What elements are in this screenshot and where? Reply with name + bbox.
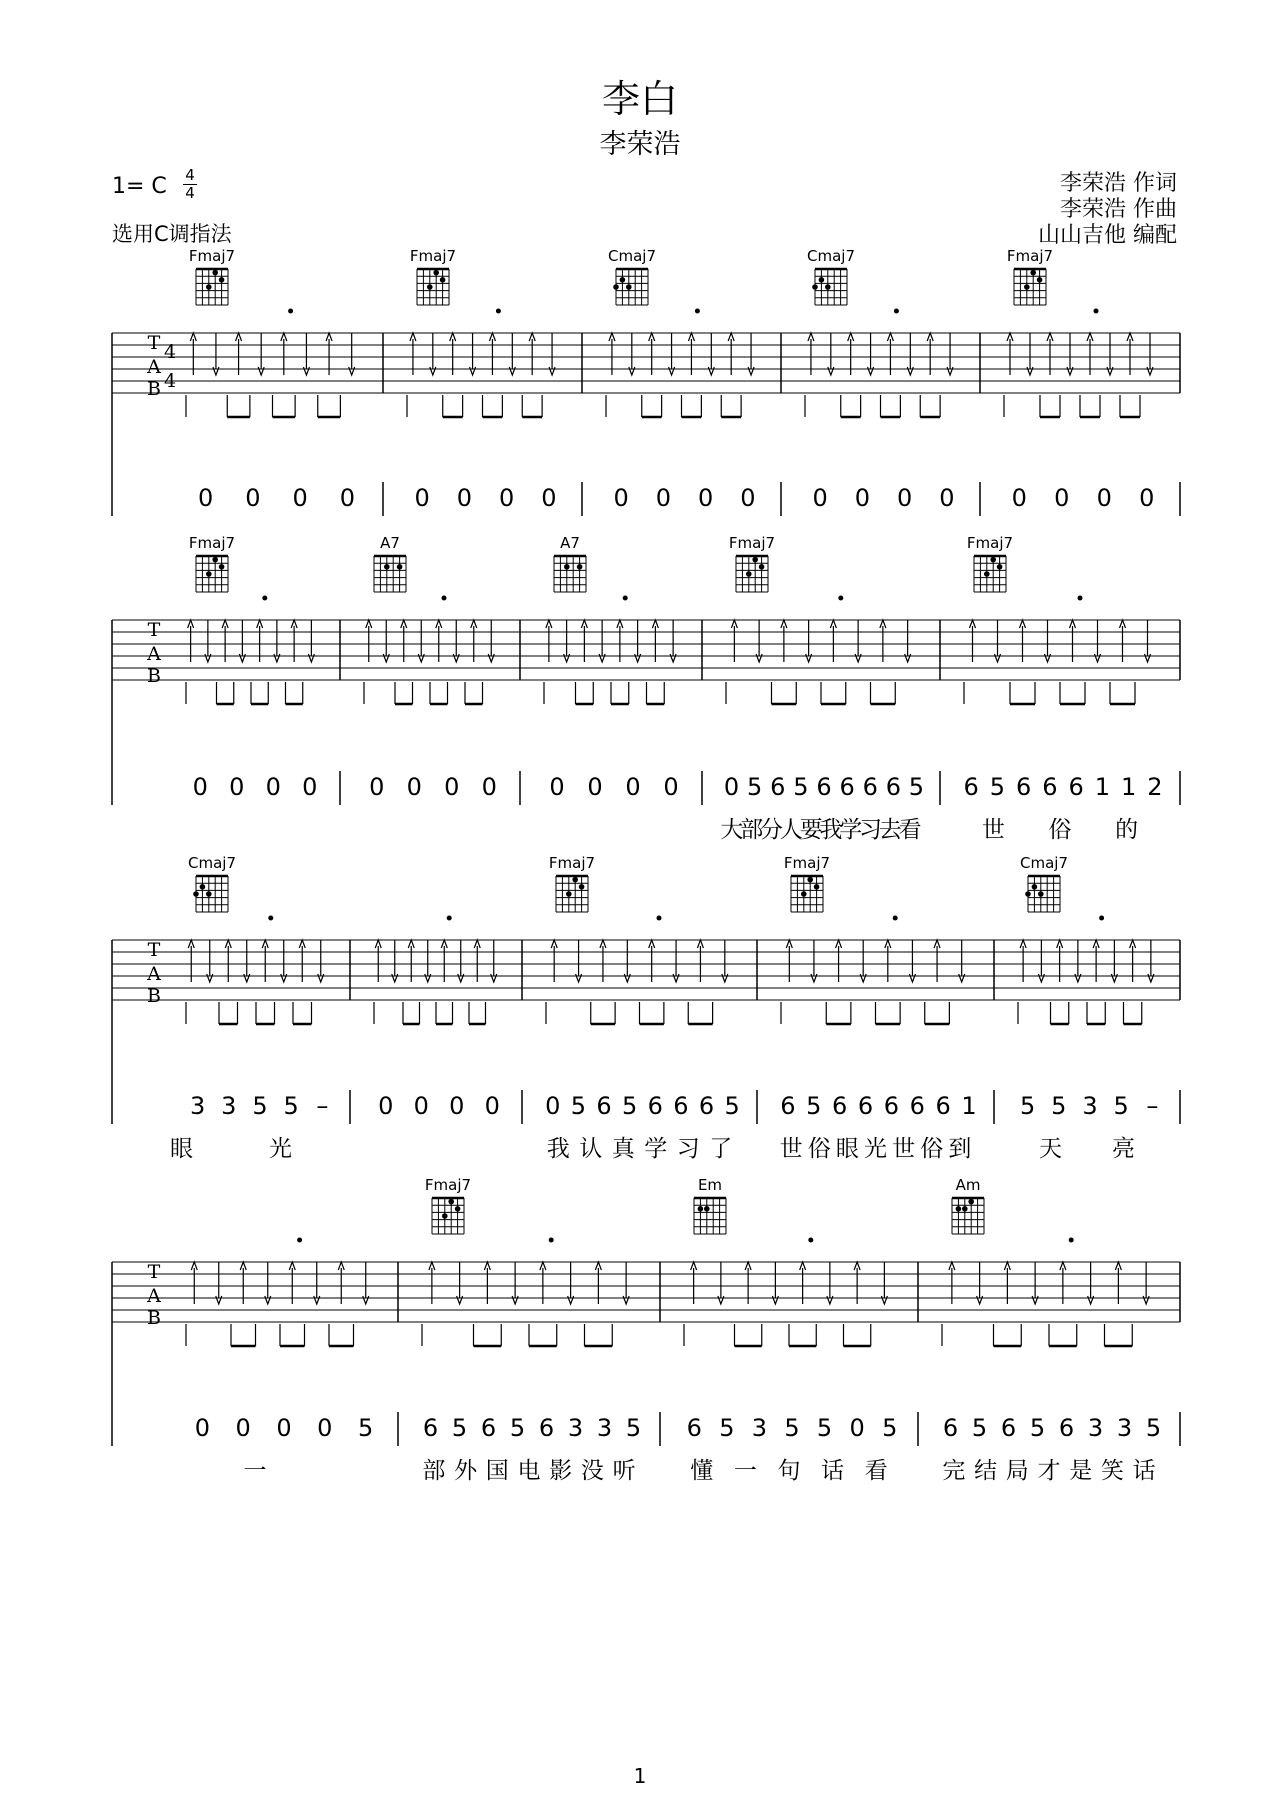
lyric-char: 真 — [611, 1136, 635, 1162]
jianpu-note: 0 — [192, 773, 208, 801]
jianpu-note: 0 — [197, 484, 214, 512]
jianpu-note: 6 — [673, 1092, 689, 1120]
jianpu-note: 0 — [854, 484, 871, 512]
lyric-char: 才 — [1037, 1458, 1061, 1484]
chord-name: Fmaj7 — [728, 534, 776, 552]
lyric-char: 俗 — [1048, 817, 1072, 843]
jianpu-note: 5 — [451, 1414, 468, 1442]
lyric-char: 俗 — [920, 1136, 944, 1162]
lyric-char: 学 — [839, 817, 863, 843]
finger-dot — [455, 1206, 461, 1212]
time-signature-top: 4 — [185, 166, 195, 184]
lyric-char: 眼 — [170, 1136, 193, 1162]
jianpu-note: 6 — [942, 1414, 959, 1442]
lyric-char: 句 — [777, 1458, 801, 1484]
jianpu-note: 0 — [613, 484, 629, 512]
jianpu-note: 5 — [357, 1414, 374, 1442]
finger-dot — [442, 1213, 448, 1219]
lyric-char: 是 — [1069, 1458, 1093, 1484]
measure — [374, 916, 522, 1125]
lyric-char: 部 — [422, 1458, 446, 1484]
finger-dot — [212, 557, 218, 563]
lyric-char: 笑 — [1100, 1458, 1124, 1484]
finger-dot — [206, 891, 212, 897]
staff-system-4 — [112, 1176, 1180, 1484]
jianpu-note: 0 — [625, 773, 641, 801]
jianpu-note: 6 — [538, 1414, 555, 1442]
chord-name: Fmaj7 — [424, 1176, 472, 1194]
tab-clef-a: A — [147, 1285, 161, 1307]
jianpu-note: 0 — [413, 1092, 429, 1120]
measure — [364, 534, 520, 805]
jianpu-note: 0 — [265, 773, 281, 801]
lyric-char: 大 — [720, 817, 744, 843]
jianpu-note: 6 — [885, 773, 901, 801]
jianpu-note: 0 — [1054, 484, 1070, 512]
jianpu-note: 6 — [770, 773, 786, 801]
jianpu-note: 0 — [378, 1092, 394, 1120]
jianpu-note: 5 — [625, 1414, 642, 1442]
jianpu-note: 5 — [1145, 1414, 1162, 1442]
beat-dot — [1094, 309, 1099, 314]
jianpu-note: 3 — [1087, 1414, 1104, 1442]
jianpu-note: 6 — [480, 1414, 497, 1442]
finger-dot — [704, 1206, 710, 1212]
lyric-char: 国 — [485, 1458, 509, 1484]
finger-dot — [206, 571, 212, 577]
jianpu-note: 0 — [414, 484, 430, 512]
jianpu-note: 0 — [339, 484, 356, 512]
chord-diagram — [432, 1198, 464, 1234]
beat-dot — [549, 1238, 554, 1243]
lyric-char: 到 — [948, 1136, 972, 1162]
jianpu-note: 5 — [252, 1092, 268, 1120]
finger-dot — [219, 277, 225, 283]
chord-diagram — [417, 269, 449, 305]
jianpu-note: 6 — [832, 1092, 848, 1120]
jianpu-note: 5 — [1019, 1092, 1036, 1120]
lyric-char: 习 — [676, 1136, 700, 1162]
jianpu-note: 0 — [498, 484, 515, 512]
lyric-char: 我 — [546, 1136, 570, 1162]
finger-dot — [613, 284, 619, 290]
jianpu-note: 0 — [1096, 484, 1112, 512]
jianpu-note: 0 — [723, 773, 740, 801]
lyric-char: 习 — [859, 817, 882, 843]
lyric-char: 世 — [981, 817, 1005, 843]
key-signature: 1= C — [112, 174, 167, 199]
beat-dot — [1078, 596, 1083, 601]
measure — [545, 854, 757, 1162]
chord-diagram — [556, 876, 588, 912]
tab-clef-a: A — [147, 356, 161, 378]
tab-clef-a: A — [147, 643, 161, 665]
lyric-char: 局 — [1005, 1458, 1029, 1484]
lyric-char: 一 — [733, 1458, 757, 1484]
lyric-char: 外 — [454, 1458, 478, 1484]
chord-name: Cmaj7 — [188, 854, 236, 872]
jianpu-note: 6 — [1058, 1414, 1075, 1442]
finger-dot — [984, 571, 990, 577]
chord-diagram — [196, 556, 228, 592]
jianpu-note: 3 — [751, 1414, 768, 1442]
finger-dot — [997, 564, 1003, 570]
tab-clef-a: A — [147, 963, 161, 985]
chord-diagram — [193, 876, 228, 912]
chord-name: Fmaj7 — [188, 534, 236, 552]
lyric-char: 懂 — [690, 1458, 714, 1484]
finger-dot — [825, 284, 831, 290]
lyric-char: 看 — [898, 817, 922, 843]
beat-dot — [695, 309, 700, 314]
measure — [780, 854, 994, 1162]
chord-name: Fmaj7 — [1006, 247, 1054, 265]
chord-name: Fmaj7 — [548, 854, 596, 872]
jianpu-note: – — [316, 1092, 329, 1120]
beat-dot — [893, 916, 898, 921]
lyric-char: 俗 — [807, 1136, 831, 1162]
jianpu-note: 3 — [567, 1414, 584, 1442]
jianpu-note: 3 — [596, 1414, 613, 1442]
jianpu-note: 0 — [229, 773, 245, 801]
jianpu-note: 0 — [541, 484, 557, 512]
finger-dot — [579, 884, 585, 890]
finger-dot — [819, 277, 825, 283]
jianpu-note: 3 — [189, 1092, 206, 1120]
chord-name: A7 — [560, 534, 580, 552]
lyric-char: 亮 — [1112, 1136, 1135, 1162]
jianpu-note: 0 — [740, 484, 756, 512]
tab-clef-t: T — [147, 332, 161, 354]
lyric-char: 去 — [878, 817, 902, 843]
finger-dot — [752, 557, 758, 563]
chord-diagram — [736, 556, 768, 592]
credit-arranger: 山山吉他 编配 — [1038, 223, 1177, 248]
jianpu-note: 5 — [908, 773, 925, 801]
jianpu-note: 6 — [647, 1092, 663, 1120]
jianpu-note: 6 — [883, 1092, 900, 1120]
finger-dot — [807, 877, 813, 883]
credit-composer: 李荣浩 作曲 — [1060, 197, 1177, 222]
lyric-char: 了 — [709, 1136, 733, 1162]
finger-dot — [759, 564, 765, 570]
jianpu-note: 5 — [806, 1092, 822, 1120]
jianpu-note: 0 — [1139, 484, 1155, 512]
finger-dot — [440, 277, 446, 283]
beat-dot — [297, 1238, 302, 1243]
lyric-char: 学 — [644, 1136, 668, 1162]
chord-diagram — [974, 556, 1006, 592]
tab-time-bottom: 4 — [163, 370, 177, 392]
measure — [684, 1176, 918, 1484]
jianpu-note: 0 — [449, 1092, 465, 1120]
jianpu-note: 6 — [963, 773, 979, 801]
finger-dot — [427, 284, 433, 290]
jianpu-note: 0 — [812, 484, 828, 512]
jianpu-note: 0 — [456, 484, 473, 512]
jianpu-note: 5 — [622, 1092, 638, 1120]
finger-dot — [990, 557, 996, 563]
lyric-char: 的 — [1115, 817, 1139, 843]
chord-diagram — [1014, 269, 1046, 305]
finger-dot — [1024, 284, 1030, 290]
jianpu-note: 6 — [839, 773, 855, 801]
jianpu-note: 5 — [989, 773, 1006, 801]
jianpu-note: 0 — [194, 1414, 211, 1442]
lyric-char: 影 — [549, 1458, 573, 1484]
measure — [186, 534, 340, 805]
tab-clef-b: B — [147, 1307, 161, 1329]
beat-dot — [442, 596, 447, 601]
jianpu-note: 1 — [1120, 773, 1137, 801]
jianpu-note: 0 — [245, 484, 261, 512]
chord-diagram — [554, 556, 586, 592]
chord-name: Am — [955, 1176, 981, 1194]
measure — [1018, 854, 1180, 1162]
beat-dot — [262, 596, 267, 601]
jianpu-note: 1 — [961, 1092, 977, 1120]
jianpu-note: 0 — [369, 773, 385, 801]
finger-dot — [433, 270, 439, 276]
finger-dot — [968, 1199, 974, 1205]
finger-dot — [1037, 277, 1043, 283]
lyric-char: 一 — [243, 1458, 267, 1484]
lyric-char: 完 — [942, 1458, 966, 1484]
jianpu-note: 2 — [1147, 773, 1163, 801]
lyric-char: 光 — [269, 1136, 292, 1162]
jianpu-note: 5 — [816, 1414, 833, 1442]
lyric-char: 部 — [740, 817, 764, 843]
finger-dot — [577, 564, 583, 570]
finger-dot — [1032, 884, 1038, 890]
lyric-char: 没 — [580, 1458, 604, 1484]
jianpu-note: 0 — [1011, 484, 1027, 512]
finger-dot — [384, 564, 390, 570]
finger-dot — [1025, 891, 1031, 897]
jianpu-note: 5 — [1051, 1092, 1067, 1120]
chord-diagram — [196, 269, 228, 305]
finger-dot — [572, 877, 578, 883]
jianpu-note: 0 — [276, 1414, 292, 1442]
jianpu-note: 0 — [444, 773, 460, 801]
chord-name: Fmaj7 — [783, 854, 831, 872]
chord-diagram — [812, 269, 847, 305]
artist-name: 李荣浩 — [599, 129, 681, 160]
chord-diagram — [374, 556, 406, 592]
lyric-char: 认 — [579, 1136, 603, 1162]
jianpu-note: 6 — [1015, 773, 1032, 801]
chord-name: Cmaj7 — [608, 247, 656, 265]
jianpu-note: 3 — [221, 1092, 237, 1120]
jianpu-note: 5 — [1029, 1414, 1046, 1442]
finger-dot — [566, 891, 572, 897]
jianpu-note: 0 — [484, 1092, 500, 1120]
chord-name: Em — [697, 1176, 723, 1194]
jianpu-note: 0 — [317, 1414, 333, 1442]
chord-diagram — [952, 1198, 984, 1234]
jianpu-note: 6 — [596, 1092, 612, 1120]
jianpu-note: 0 — [655, 484, 672, 512]
jianpu-note: 3 — [1082, 1092, 1098, 1120]
jianpu-note: 5 — [509, 1414, 526, 1442]
finger-dot — [956, 1206, 962, 1212]
lyric-char: 听 — [612, 1458, 636, 1484]
jianpu-note: 5 — [793, 773, 809, 801]
beat-dot — [894, 309, 899, 314]
finger-dot — [564, 564, 570, 570]
jianpu-note: 6 — [1042, 773, 1058, 801]
jianpu-note: 5 — [724, 1092, 740, 1120]
finger-dot — [801, 891, 807, 897]
tab-time-top: 4 — [163, 341, 177, 363]
jianpu-note: 5 — [570, 1092, 587, 1120]
lyric-char: 光 — [864, 1136, 887, 1162]
finger-dot — [219, 564, 225, 570]
jianpu-note: 6 — [686, 1414, 702, 1442]
chord-diagram — [613, 269, 648, 305]
beat-dot — [808, 1238, 813, 1243]
finger-dot — [212, 270, 218, 276]
jianpu-note: 6 — [1000, 1414, 1017, 1442]
lyric-char: 我 — [819, 817, 843, 843]
chord-diagram — [1025, 876, 1060, 912]
jianpu-note: 0 — [302, 773, 318, 801]
chord-name: Cmaj7 — [807, 247, 855, 265]
beat-dot — [657, 916, 662, 921]
staff-system-2 — [112, 534, 1180, 843]
beat-dot — [838, 596, 843, 601]
finger-dot — [698, 1206, 704, 1212]
jianpu-note: 6 — [909, 1092, 925, 1120]
jianpu-note: 6 — [816, 773, 832, 801]
beat-dot — [447, 916, 452, 921]
tab-clef-b: B — [147, 378, 161, 400]
jianpu-note: 6 — [857, 1092, 874, 1120]
finger-dot — [814, 884, 820, 890]
lyric-char: 要 — [799, 817, 823, 843]
measure — [422, 1176, 660, 1484]
chord-name: Fmaj7 — [188, 247, 236, 265]
tab-clef-b: B — [147, 985, 161, 1007]
measure — [942, 1176, 1180, 1484]
finger-dot — [746, 571, 752, 577]
finger-dot — [620, 277, 626, 283]
lyric-char: 电 — [517, 1458, 541, 1484]
jianpu-note: 0 — [292, 484, 308, 512]
lyric-char: 眼 — [835, 1136, 859, 1162]
finger-dot — [812, 284, 818, 290]
jianpu-note: 6 — [780, 1092, 796, 1120]
fingering-note: 选用C调指法 — [112, 222, 232, 246]
song-title: 李白 — [601, 77, 678, 121]
finger-dot — [206, 284, 212, 290]
jianpu-note: 6 — [1068, 773, 1084, 801]
finger-dot — [1038, 891, 1044, 897]
jianpu-note: 6 — [862, 773, 878, 801]
finger-dot — [962, 1206, 968, 1212]
measure — [544, 534, 702, 805]
measure — [720, 534, 940, 843]
staff-system-1 — [112, 247, 1180, 516]
finger-dot — [397, 564, 403, 570]
jianpu-note: – — [1146, 1092, 1159, 1120]
jianpu-note: 0 — [896, 484, 913, 512]
chord-name: Fmaj7 — [966, 534, 1014, 552]
measure — [963, 534, 1180, 843]
credit-lyricist: 李荣浩 作词 — [1060, 171, 1177, 196]
lyric-char: 世 — [892, 1136, 916, 1162]
jianpu-note: 6 — [422, 1414, 439, 1442]
lyric-char: 话 — [1132, 1458, 1156, 1484]
jianpu-note: 3 — [1116, 1414, 1133, 1442]
staff-system-3 — [112, 854, 1180, 1162]
tab-clef-t: T — [147, 939, 161, 961]
beat-dot — [1069, 1238, 1074, 1243]
jianpu-note: 0 — [545, 1092, 561, 1120]
jianpu-note: 0 — [549, 773, 565, 801]
lyric-char: 世 — [779, 1136, 803, 1162]
beat-dot — [1099, 916, 1104, 921]
jianpu-note: 1 — [1094, 773, 1111, 801]
measure — [170, 854, 350, 1162]
chord-diagram — [791, 876, 823, 912]
beat-dot — [623, 596, 628, 601]
lyric-char: 天 — [1039, 1136, 1062, 1162]
lyric-char: 人 — [779, 817, 803, 843]
tab-clef-b: B — [147, 665, 161, 687]
jianpu-note: 0 — [481, 773, 497, 801]
jianpu-note: 0 — [235, 1414, 251, 1442]
chord-name: Fmaj7 — [409, 247, 457, 265]
jianpu-note: 5 — [971, 1414, 988, 1442]
lyric-char: 话 — [821, 1458, 845, 1484]
chord-name: Cmaj7 — [1020, 854, 1068, 872]
finger-dot — [626, 284, 632, 290]
jianpu-note: 0 — [849, 1414, 865, 1442]
lyric-char: 分 — [760, 817, 783, 843]
jianpu-note: 5 — [747, 773, 763, 801]
jianpu-note: 5 — [719, 1414, 735, 1442]
tab-clef-t: T — [147, 1261, 161, 1283]
jianpu-note: 5 — [882, 1414, 898, 1442]
jianpu-note: 0 — [939, 484, 955, 512]
jianpu-note: 5 — [1113, 1092, 1129, 1120]
jianpu-note: 0 — [697, 484, 714, 512]
jianpu-note: 0 — [587, 773, 603, 801]
beat-dot — [288, 309, 293, 314]
jianpu-note: 5 — [283, 1092, 299, 1120]
finger-dot — [193, 891, 199, 897]
finger-dot — [448, 1199, 454, 1205]
lyric-char: 结 — [974, 1458, 998, 1484]
chord-diagram — [694, 1198, 726, 1234]
tab-clef-t: T — [147, 619, 161, 641]
jianpu-note: 0 — [663, 773, 679, 801]
lyric-char: 看 — [864, 1458, 888, 1484]
chord-name: A7 — [380, 534, 400, 552]
beat-dot — [496, 309, 501, 314]
beat-dot — [268, 916, 273, 921]
finger-dot — [200, 884, 206, 890]
page-number: 1 — [633, 1764, 647, 1788]
jianpu-note: 5 — [784, 1414, 800, 1442]
jianpu-note: 6 — [935, 1092, 951, 1120]
jianpu-note: 6 — [698, 1092, 715, 1120]
jianpu-note: 0 — [406, 773, 422, 801]
finger-dot — [1030, 270, 1036, 276]
time-signature-bottom: 4 — [185, 184, 195, 202]
